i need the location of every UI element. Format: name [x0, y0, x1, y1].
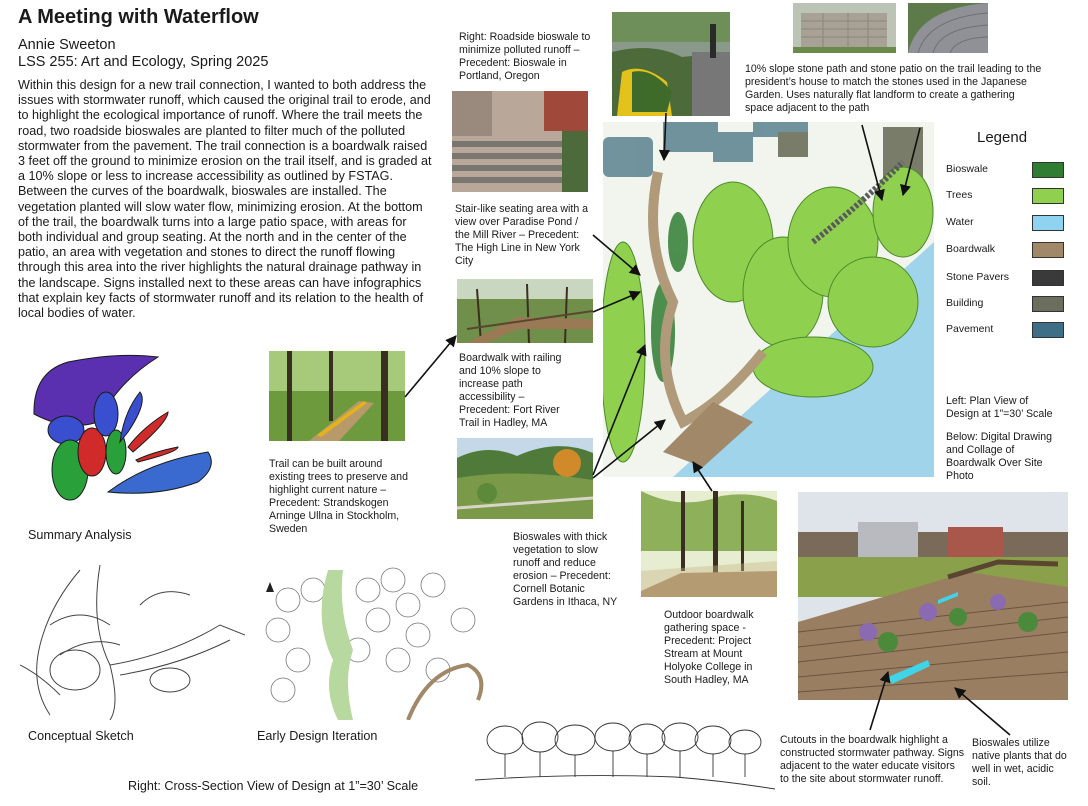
- conceptual-sketch: [20, 565, 245, 720]
- caption-digital-drawing: Below: Digital Drawing and Collage of Boardwalk Over Site Photo: [946, 431, 1052, 482]
- photo-stone-patio: [908, 3, 988, 53]
- legend-title: Legend: [977, 129, 1028, 146]
- legend-item-building: [946, 295, 1066, 313]
- legend-item-boardwalk: [946, 241, 1066, 259]
- photo-roadside-bioswale: [612, 12, 730, 116]
- legend-label: Bioswale: [946, 163, 989, 175]
- caption-stair-seating: Stair-like seating area with a view over Paradise Pond / the Mill River – Precedent: The High Line in New York City: [455, 203, 589, 267]
- caption-boardwalk-railing: Boardwalk with railing and 10% slope to increase path accessibility – Precedent: Fort River Trail in Hadley, MA: [459, 352, 562, 429]
- photo-stone-wall: [793, 3, 896, 53]
- caption-plan-view: Left: Plan View of Design at 1”=30’ Scale: [946, 395, 1053, 420]
- legend-label: Building: [946, 297, 984, 309]
- photo-boardwalk-railing: [457, 279, 593, 343]
- label-summary-analysis: Summary Analysis: [28, 528, 132, 542]
- caption-cutouts: Cutouts in the boardwalk highlight a constructed stormwater pathway. Signs adjacent to the water educate visitors to the site about stormwater runoff.: [780, 734, 965, 785]
- legend-item-pavement: [946, 321, 1066, 339]
- plan-view-drawing: [603, 122, 934, 477]
- legend-item-trees: [946, 187, 1066, 205]
- photo-digital-collage: [798, 492, 1068, 700]
- legend-swatch-building: [1032, 296, 1064, 312]
- caption-cross-section: Right: Cross-Section View of Design at 1”=30’ Scale: [128, 779, 419, 793]
- legend-swatch-pavement: [1032, 322, 1064, 338]
- legend-label: Water: [946, 216, 974, 228]
- caption-outdoor-boardwalk: Outdoor boardwalk gathering space - Precedent: Project Stream at Mount Holyoke College in South Hadley, MA: [664, 609, 754, 686]
- caption-native-plants: Bioswales utilize native plants that do well in wet, acidic soil.: [972, 737, 1067, 788]
- course-name: LSS 255: Art and Ecology, Spring 2025: [18, 54, 269, 70]
- author-name: Annie Sweeton: [18, 37, 116, 53]
- page-title: A Meeting with Waterflow: [18, 6, 259, 28]
- caption-bioswale-vegetation: Bioswales with thick vegetation to slow runoff and reduce erosion – Precedent: Cornell Botanic Gardens in Ithaca, NY: [513, 531, 618, 608]
- legend-item-stone-pavers: [946, 269, 1066, 287]
- photo-trail-trees: [269, 351, 405, 441]
- summary-analysis-diagram: [28, 352, 216, 516]
- legend-swatch-trees: [1032, 188, 1064, 204]
- photo-bioswale-vegetation: [457, 438, 593, 519]
- legend-swatch-boardwalk: [1032, 242, 1064, 258]
- legend-item-bioswale: [946, 161, 1066, 179]
- legend-item-water: [946, 214, 1066, 232]
- author-block: [18, 37, 268, 71]
- legend-label: Boardwalk: [946, 243, 996, 255]
- caption-roadside-bioswale: Right: Roadside bioswale to minimize polluted runoff – Precedent: Bioswale in Portland, Oregon: [459, 31, 591, 82]
- arrow-trail-trees: [405, 336, 456, 397]
- legend-label: Stone Pavers: [946, 271, 1010, 283]
- legend-label: Trees: [946, 189, 973, 201]
- caption-stone-path: 10% slope stone path and stone patio on the trail leading to the president’s house to match the stones used in the Japanese Garden. Uses naturally flat landform to create a gathering space adjacent to the path: [745, 63, 1042, 114]
- photo-outdoor-boardwalk: [641, 491, 777, 597]
- caption-trail-trees: Trail can be built around existing trees to preserve and highlight current nature – Precedent: Strandskogen Arninge Ullna in Stockholm, Sweden: [269, 458, 408, 535]
- legend-swatch-water: [1032, 215, 1064, 231]
- photo-high-line: [452, 91, 588, 192]
- cross-section-drawing: [475, 715, 775, 795]
- legend-swatch-bioswale: [1032, 162, 1064, 178]
- label-early-design: Early Design Iteration: [257, 729, 378, 743]
- legend-label: Pavement: [946, 323, 994, 335]
- legend-swatch-stone-pavers: [1032, 270, 1064, 286]
- early-design-drawing: [258, 560, 492, 720]
- label-conceptual-sketch: Conceptual Sketch: [28, 729, 134, 743]
- intro-paragraph: Within this design for a new trail connection, I wanted to both address the issues with stormwater runoff, which caused the original trail to erode, and to highlight the ecological importance of runoff. Where the trail meets the road, two roadside bioswales are planted to filter much of the polluted stormwater from the pavement. The trail connection is a boardwalk raised 3 feet off the ground to minimize erosion on the trail itself, and is graded at a 10% slope or less to increase accessibility as outlined by FSTAG. Between the curves of the boardwalk, bioswales are installed. The vegetation planted will slow water flow, minimizing erosion. At the bottom of the trail, the boardwalk turns into a large patio space, with areas for both individual and group seating. At the north and in the center of the patio, an area with vegetation and stones to direct the runoff flowing through this area into the river highlights the natural drainage pathway in the landscape. Signs installed next to these areas can have infographics that explain key facts of stormwater runoff and its relation to the health of local bodies of water.: [18, 78, 432, 321]
